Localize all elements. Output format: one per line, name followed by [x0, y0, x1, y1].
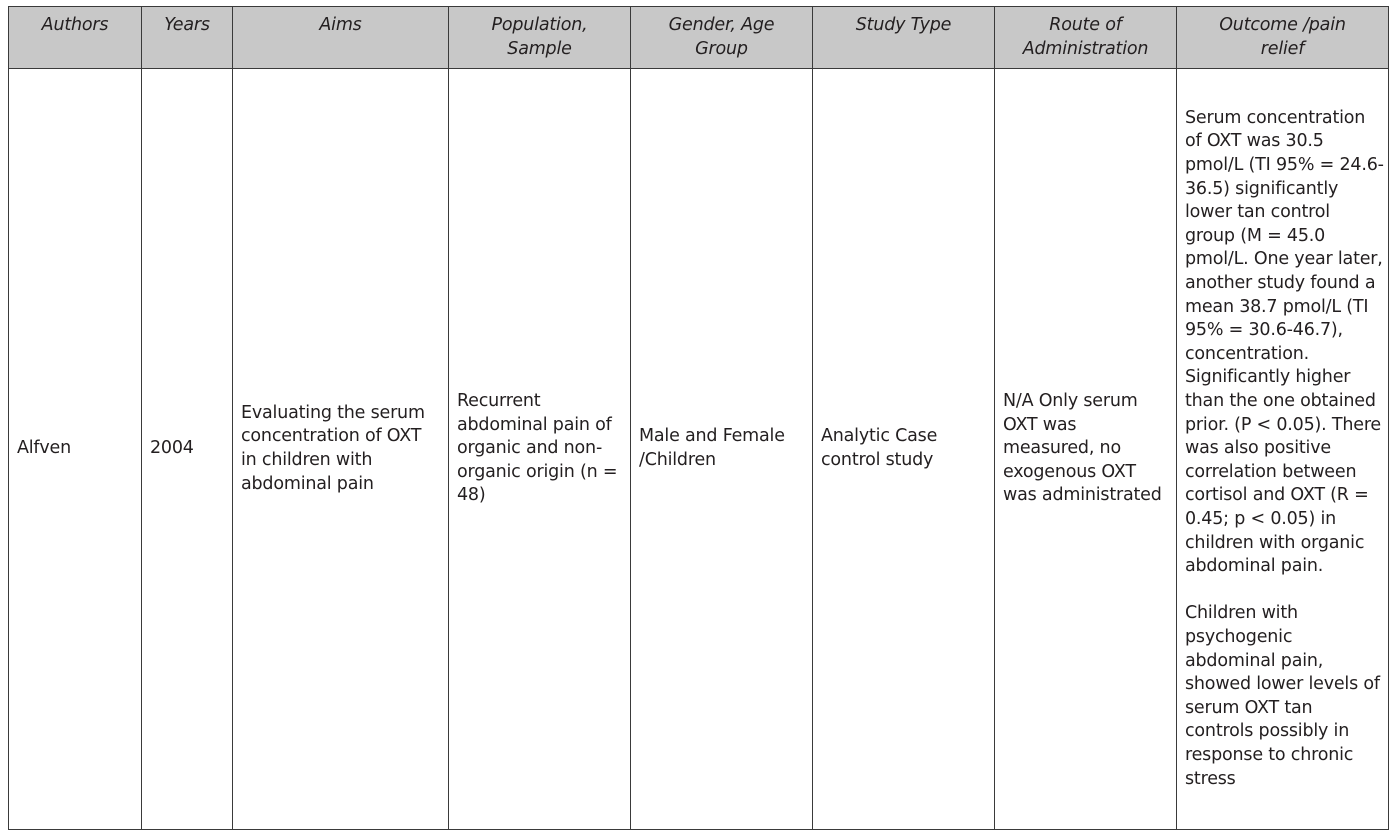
cell-outcome	[1177, 69, 1389, 830]
outcome-paragraph-1: Serum concentration of OXT was 30.5 pmol/L (TI 95% = 24.6-36.5) significantly lower tan control group (M = 45.0 pmol/L. One year later, another study found a mean 38.7 pmol/L (TI 95% = 30.6-46.7), concentration. Significantly higher than the one obtained prior. (P < 0.05). There was also positive correlation between cortisol and OXT (R = 0.45; p < 0.05) in children with organic abdominal pain.	[1185, 107, 1384, 577]
paragraph-gap	[1185, 579, 1384, 603]
cell-population: Recurrent abdominal pain of organic and non-organic origin (n = 48)	[449, 69, 631, 830]
table-row	[9, 69, 1389, 830]
header-gender-age-group: Gender, Age Group	[631, 7, 813, 69]
header-aims: Aims	[233, 7, 449, 69]
cell-gender-age: Male and Female /Children	[631, 69, 813, 830]
cell-study-type: Analytic Case control study	[813, 69, 995, 830]
header-years: Years	[142, 7, 233, 69]
outcome-paragraph-2: Children with psychogenic abdominal pain, showed lower levels of serum OXT tan controls possibly in response to chronic stress	[1185, 603, 1380, 789]
cell-year: 2004	[142, 69, 233, 830]
header-route-of-administration: Route of Administration	[995, 7, 1177, 69]
cell-author: Alfven	[9, 69, 142, 830]
study-table	[8, 6, 1389, 830]
header-authors: Authors	[9, 7, 142, 69]
header-population-sample: Population, Sample	[449, 7, 631, 69]
header-row	[9, 7, 1389, 69]
header-outcome-pain-relief: Outcome /pain relief	[1177, 7, 1389, 69]
header-study-type: Study Type	[813, 7, 995, 69]
cell-route: N/A Only serum OXT was measured, no exogenous OXT was administrated	[995, 69, 1177, 830]
cell-aims: Evaluating the serum concentration of OXT in children with abdominal pain	[233, 69, 449, 830]
